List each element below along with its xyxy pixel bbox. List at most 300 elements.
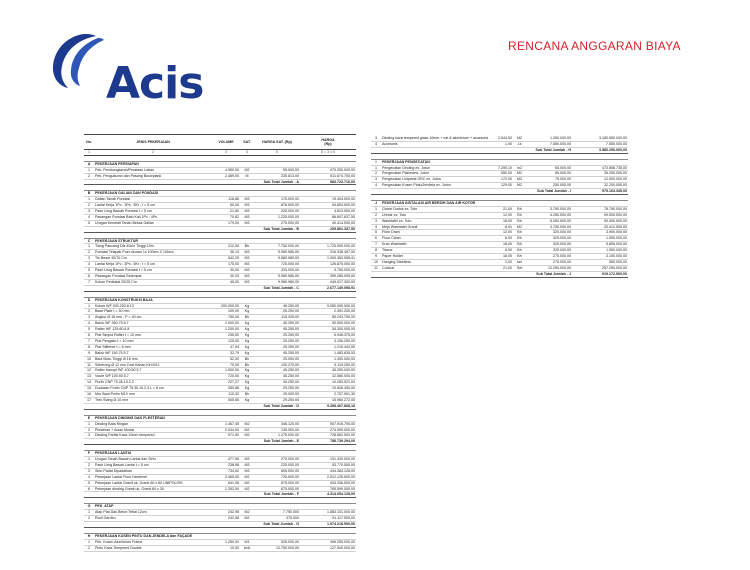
item-total: 3.156.250,00 [300, 338, 356, 344]
item-volume: 18,00 [491, 254, 513, 260]
item-total: 90.500.000,00 [300, 321, 356, 327]
item-volume: 18,00 [491, 218, 513, 224]
subtotal-amount: 788.739.294,00 [300, 439, 356, 445]
item-description: Pekerjaan dinding Granit uk. Granit 60 x 30 [94, 486, 212, 492]
budget-table-right [371, 136, 628, 278]
item-description: Atap Plat Dak Beton Tebal 12cm [94, 510, 212, 516]
item-volume: 7.290,10 [491, 165, 513, 171]
item-number: 8 [371, 248, 381, 254]
item-description: Tissue [381, 248, 491, 254]
item-description: Washtafel ex. Toto [381, 218, 491, 224]
item-volume: 212,00 [212, 244, 240, 250]
item-description: Pengecatan Dinding ex. Jotun [381, 165, 491, 171]
item-description: Kran Washtafel [381, 242, 491, 248]
item-total: 274.590.000,00 [300, 427, 356, 433]
document-title: RENCANA ANGGARAN BIAYA [508, 39, 681, 53]
item-description: Urugan Tanah Bawah Lantai dan Sirtu [94, 457, 212, 463]
item-volume: 45,00 [212, 279, 240, 285]
item-unit-price: 25.250,00 [254, 309, 300, 315]
item-total: 53.770.500,00 [300, 462, 356, 468]
item-unit: Bh [240, 244, 254, 250]
item-unit-price: 45.250,00 [254, 303, 300, 309]
item-description: Kolom Pedestal 25/25 Cm [94, 279, 212, 285]
item-volume: 1.000,00 [212, 368, 240, 374]
item-volume: 550,00 [491, 171, 513, 177]
item-total: 10.526.490,00 [300, 386, 356, 392]
item-number: 1 [84, 510, 94, 516]
item-unit-price: 115.325,00 [254, 315, 300, 321]
item-number: 16 [84, 392, 94, 398]
subtotal-label: Sub Total Jumlah - G [240, 521, 300, 527]
item-unit-price: 225.000,00 [254, 462, 300, 468]
subtotal-label: Sub Total Jumlah - H [513, 147, 572, 153]
item-number: 4 [84, 214, 94, 220]
item-description: Pengecatan Plafondns. Jotun [381, 171, 491, 177]
item-description: Plat Pengaku t = 10 mm [94, 338, 212, 344]
item-volume: 4.950,00 [212, 167, 240, 173]
item-number: 5 [84, 268, 94, 274]
empty-cell [491, 271, 513, 277]
item-volume: 21,80 [212, 209, 240, 215]
item-total: 12.900.000,00 [572, 177, 628, 183]
item-total: 728.662.500,00 [300, 433, 356, 439]
item-volume: 125,00 [212, 338, 240, 344]
item-total: 1.950.000,00 [572, 248, 628, 254]
item-volume: 359,88 [212, 386, 240, 392]
empty-cell [371, 271, 381, 277]
subtotal-amount: 9.398.467.808,18 [300, 403, 356, 409]
item-unit-price: 325.000,00 [526, 248, 572, 254]
section-letter: G [84, 504, 94, 510]
item-description: Floor Clean [381, 236, 491, 242]
item-unit: M3 [240, 462, 254, 468]
item-total: 15.960.272,00 [300, 398, 356, 404]
section-letter: D [84, 297, 94, 303]
item-total: 1.000.363.956,41 [300, 256, 356, 262]
item-unit-price: 45.250,00 [254, 380, 300, 386]
item-number: 3 [371, 136, 381, 141]
item-description: Angkur Ø 16 mm ; P = 40 cm [94, 315, 212, 321]
item-number: 4 [371, 224, 381, 230]
item-unit: M2 [513, 177, 526, 183]
item-unit-price: 675.000,00 [254, 486, 300, 492]
item-description: Meja Washtafel Granit [381, 224, 491, 230]
item-total: 3.180.650.000,00 [572, 136, 628, 141]
item-description: Lantai Kerja 1Pc : 3Ps : 5Kr ; t = 5 cm [94, 262, 212, 268]
section-title: PEKERJAAN PERSIAPAN [94, 161, 356, 167]
item-unit-price: 275.000,00 [254, 457, 300, 463]
item-description: Pek. Pengukuran dan Pasang Bouwplank [94, 173, 212, 179]
item-total: 399.285.099,00 [300, 273, 356, 279]
item-volume: 235,50 [212, 333, 240, 339]
item-unit: M2 [240, 167, 254, 173]
item-total: 1.300.000,00 [300, 356, 356, 362]
subtotal-amount: 983.723.716,00 [300, 179, 356, 185]
item-unit: M3 [240, 268, 254, 274]
item-unit: Bh [513, 236, 526, 242]
item-unit: M3 [240, 220, 254, 226]
item-unit: M3 [240, 209, 254, 215]
acis-logo [44, 28, 204, 109]
item-unit-price: 375.000 [254, 516, 300, 522]
item-volume: 18,00 [491, 242, 513, 248]
item-unit: Kg [240, 386, 254, 392]
item-description: Base Plate t = 30 mm [94, 309, 212, 315]
item-number: 1 [84, 167, 94, 173]
item-number: 6 [84, 333, 94, 339]
item-unit-price: 725.000,00 [254, 474, 300, 480]
item-volume: 734,52 [212, 468, 240, 474]
section-title: PEK. ATAP [94, 504, 356, 510]
item-volume: 172,00 [491, 177, 513, 183]
item-total: 9.050.000.000,00 [300, 303, 356, 309]
item-volume: 52,00 [212, 356, 240, 362]
item-number: 3 [371, 177, 381, 183]
item-unit: M3 [240, 273, 254, 279]
item-number: 5 [84, 220, 94, 226]
item-volume: 227,27 [212, 380, 240, 386]
item-volume: 109,00 [212, 309, 240, 315]
item-unit-price: 3.750.000,00 [526, 224, 572, 230]
item-number: 4 [84, 321, 94, 327]
item-unit: M3 [240, 256, 254, 262]
item-unit-price: 346.125,00 [254, 421, 300, 427]
item-volume: 571,50 [212, 433, 240, 439]
item-number: 11 [371, 265, 381, 271]
item-total: 1.950.000,00 [572, 236, 628, 242]
item-unit-price: 65.000,00 [526, 171, 572, 177]
item-number: 6 [371, 236, 381, 242]
item-number: 12 [84, 368, 94, 374]
item-description: Baut Mutu Tinggi Ø 16 mm [94, 356, 212, 362]
subtotal-label: Sub Total Jumlah - B [240, 226, 300, 232]
item-volume: 242,98 [212, 516, 240, 522]
item-unit: Bh [240, 315, 254, 321]
item-unit: M3 [240, 279, 254, 285]
item-unit: Kg [240, 398, 254, 404]
item-unit: Kg [240, 338, 254, 344]
col-no-header: No. [84, 135, 94, 150]
item-unit: Ls [513, 141, 526, 147]
item-total: 40.414.000,00 [300, 220, 356, 226]
item-total: 1.210.443,50 [300, 344, 356, 350]
col-volume-header: VOLUME [212, 135, 240, 150]
item-number: 2 [84, 203, 94, 209]
section-letter: A [84, 161, 94, 167]
item-description: Dudukan Purlin CNP 75.35.15.2,3 L = 8 cm [94, 386, 212, 392]
item-unit: M2 [240, 474, 254, 480]
item-unit-price: 175.000,00 [254, 197, 300, 203]
item-description: Pondasi Telapak Poer ukuran 1x 100cm X 100cm [94, 250, 212, 256]
item-total: 7.550.000,00 [572, 141, 628, 147]
item-description: Balok WF 350.75.5.7 [94, 321, 212, 327]
item-description: Pasir Urug Bawah Pondasi t = 5 cm [94, 268, 212, 274]
item-number: 1 [371, 165, 381, 171]
item-total: 433.336.500,00 [300, 480, 356, 486]
item-total: 32.250.000,00 [572, 183, 628, 189]
item-total: 10.283.921,04 [300, 380, 356, 386]
section-title: PEKERJAAN LANTAI [94, 451, 356, 457]
item-number: 5 [84, 327, 94, 333]
item-description: Rafter WF 125.60.6.8 [94, 327, 212, 333]
section-title: PEKERJAAN KUSEN PINTU DAN JENDELA dan FAÇADE [94, 533, 356, 539]
item-number: 2 [84, 250, 94, 256]
item-unit-price: 45.250,00 [254, 327, 300, 333]
item-number: 1 [371, 206, 381, 212]
item-total: 473.856.735,00 [572, 165, 628, 171]
item-total: 2.757.901,30 [300, 392, 356, 398]
item-description: Accesoris [381, 141, 491, 147]
item-number: 4 [371, 141, 381, 147]
item-volume: 10,00 [212, 545, 240, 551]
item-volume: 110,32 [212, 392, 240, 398]
item-number: 10 [84, 356, 94, 362]
subtotal-amount: 915.172.500,00 [572, 271, 628, 277]
item-volume: 47,94 [212, 344, 240, 350]
item-description: Tie Beam 40/70 Cm [94, 256, 212, 262]
item-unit: Kg [240, 333, 254, 339]
item-volume: 1,00 [491, 141, 513, 147]
item-unit-price: 225.000,00 [254, 209, 300, 215]
item-unit-price: 29.250,00 [254, 386, 300, 392]
item-unit: M3 [240, 214, 254, 220]
item-total: 611.674.700,00 [300, 173, 356, 179]
item-volume: 60,00 [212, 203, 240, 209]
item-description: Dinding kaca tempered glass 10mm + cat & aluminium + accesoris [381, 136, 491, 141]
item-unit: Bh [240, 362, 254, 368]
item-unit: Bh [513, 248, 526, 254]
item-unit-price: 75.000,00 [526, 177, 572, 183]
item-unit: M2 [513, 224, 526, 230]
item-unit: Kg [240, 321, 254, 327]
item-total: 9.119.250,00 [300, 362, 356, 368]
item-volume: 32,79 [212, 350, 240, 356]
item-unit: Kg [240, 303, 254, 309]
item-number: 1 [84, 303, 94, 309]
item-unit-price: 9.980.980,00 [254, 279, 300, 285]
section-letter: E [84, 415, 94, 421]
item-description: Pasir Urug Bawah Lantai t = 5 cm [94, 462, 212, 468]
item-number: 13 [84, 374, 94, 380]
item-unit-price: 325.000,00 [526, 236, 572, 242]
item-description: Closet Duduk ex. Toto [381, 206, 491, 212]
item-number: 1 [84, 421, 94, 427]
item-unit: M2 [240, 433, 254, 439]
item-unit-price: 325.000,00 [254, 539, 300, 545]
item-total: 127.500.000,00 [300, 545, 356, 551]
item-description: Pasir Urug Bawah Pondasi t = 5 cm [94, 209, 212, 215]
right-table-body [371, 136, 628, 277]
item-total: 3.150.000,00 [572, 254, 628, 260]
item-unit: M3 [240, 457, 254, 463]
col-item-header: JENIS PEKERJAAN [94, 135, 212, 150]
item-unit: M3 [240, 203, 254, 209]
item-unit-price: 135.000,00 [254, 427, 300, 433]
item-description: Dinding Bata Ringan [94, 421, 212, 427]
item-description: Voute WF 100.50.5.7 [94, 374, 212, 380]
item-unit-price: 7.550.000,00 [526, 141, 572, 147]
item-total: 86.607.637,50 [300, 214, 356, 220]
item-number: 7 [371, 242, 381, 248]
item-total: 765.599.000,00 [300, 486, 356, 492]
item-number: 4 [84, 474, 94, 480]
col-index: 3 [212, 150, 240, 156]
item-description: Sirtu Padat Dipadatkan [94, 468, 212, 474]
section-letter: H [84, 533, 94, 539]
item-unit: Kg [240, 309, 254, 315]
item-unit: Kg [240, 374, 254, 380]
item-total: 507.916.795,00 [300, 421, 356, 427]
item-unit-price: 9.980.980,00 [254, 250, 300, 256]
item-volume: 2,00 [491, 260, 513, 266]
item-unit: Kg [240, 327, 254, 333]
item-total: 2.512.125.000,00 [300, 474, 356, 480]
item-total: 33.412.500,00 [572, 224, 628, 230]
item-total: 54.300.000,00 [300, 327, 356, 333]
item-description: Pek. Kusen Aluminium Frame [94, 539, 212, 545]
col-unit-header: SAT. [240, 135, 254, 150]
item-total: 550.000,00 [572, 260, 628, 266]
item-description: Pek. Pembongkaran/Perataan Lahan [94, 167, 212, 173]
item-unit: Bh [513, 206, 526, 212]
item-unit-price: 275.000,00 [526, 260, 572, 266]
item-unit-price: 1.250.000,00 [526, 136, 572, 141]
item-unit: M2 [240, 480, 254, 486]
item-unit-price: 25.250,00 [254, 338, 300, 344]
item-description: Kolom WF 400.200.8.13 [94, 303, 212, 309]
item-unit-price: 7.750.000 [254, 510, 300, 516]
item-unit-price: 325.000,00 [254, 268, 300, 274]
item-number: 5 [84, 480, 94, 486]
item-number: 4 [84, 262, 94, 268]
item-description: Urinoir ex. Toto [381, 212, 491, 218]
section-letter: B [84, 191, 94, 197]
item-volume: 6,00 [491, 248, 513, 254]
item-volume: 3.465,00 [212, 474, 240, 480]
item-unit-price: 65.000,00 [526, 165, 572, 171]
item-description: Pasangan Pondasi Batu Kali 1Pc : 4Ps [94, 214, 212, 220]
section-letter: C [84, 238, 94, 244]
item-volume: 179,00 [212, 220, 240, 226]
budget-table-left [84, 134, 356, 552]
item-volume: 1.467,45 [212, 421, 240, 427]
item-number: 2 [371, 212, 381, 218]
item-total: 4.813.000,00 [300, 209, 356, 215]
item-description: Pekerjaan Lantai Granit uk. Granit 60 x 60 UNIPOLISH [94, 480, 212, 486]
item-volume: 129,00 [491, 183, 513, 189]
item-total: 5.946.375,00 [300, 333, 356, 339]
item-description: Pekerjaan Lantai Floor Hardener [94, 474, 212, 480]
item-number: 2 [84, 309, 94, 315]
item-description: Plesteran + Acian Mortal [94, 427, 212, 433]
item-volume: 30,00 [212, 268, 240, 274]
item-number: 9 [371, 254, 381, 260]
item-number: 11 [84, 362, 94, 368]
subtotal-amount: 575.163.335,00 [572, 189, 628, 195]
item-unit: M2 [240, 421, 254, 427]
item-unit: Bh [513, 242, 526, 248]
item-description: Rafter Kanopi WF 100.50.5.7 [94, 368, 212, 374]
item-unit: M2 [513, 183, 526, 189]
item-unit: Set [513, 265, 526, 271]
item-number: 3 [84, 256, 94, 262]
item-unit: M2 [513, 171, 526, 177]
item-description: Hanging Stainless [381, 260, 491, 266]
item-unit: Bh [240, 356, 254, 362]
item-unit: M3 [240, 250, 254, 256]
item-description: Mur Baut Purlin M10 mm [94, 392, 212, 398]
swoosh-icon [44, 28, 114, 92]
section-letter: I [371, 159, 381, 165]
item-unit: Unit [240, 545, 254, 551]
item-volume: 175,00 [212, 262, 240, 268]
item-volume: 36,13 [212, 250, 240, 256]
item-description: Dinding Partisi Kaca 10mm tempered [94, 433, 212, 439]
item-unit-price: 25.000,00 [254, 356, 300, 362]
subtotal-amount: 4.314.654.128,00 [300, 492, 356, 498]
item-description: Purlin CNP 75.35.15.2,3 [94, 380, 212, 386]
item-description: Pintu Kaca Tempered Double [94, 545, 212, 551]
item-volume: 238,98 [212, 462, 240, 468]
item-description: Plat Stiffener t = 6 mm [94, 344, 212, 350]
item-description: Urugan Kembali Tanah Bekas Galian [94, 220, 212, 226]
item-unit-price: 1.225.000,00 [254, 214, 300, 220]
item-number: 7 [84, 338, 94, 344]
item-unit-price: 275.000,00 [254, 220, 300, 226]
item-total: 54.653.000,00 [300, 203, 356, 209]
item-unit: Bh [513, 218, 526, 224]
subtotal-label: Sub Total Jumlah - J [513, 271, 572, 277]
item-unit: M2 [240, 510, 254, 516]
item-description: Tiang Pancang Dia 40cm Tinggi 10m [94, 244, 212, 250]
item-unit: M2 [513, 136, 526, 141]
item-unit-price: 4.250.000,00 [526, 212, 572, 218]
item-unit-price: 9.980.980,00 [254, 273, 300, 279]
item-unit-price: 275.000,00 [526, 254, 572, 260]
item-total: 91.117.500,00 [300, 516, 356, 522]
item-total: 19.404.000,00 [300, 197, 356, 203]
item-volume: 2.034,00 [212, 427, 240, 433]
item-total: 449.917.300,00 [300, 279, 356, 285]
section-letter: F [84, 451, 94, 457]
item-unit-price: 29.250,00 [254, 398, 300, 404]
item-number: 2 [84, 462, 94, 468]
subtotal-amount: 205.891.337,50 [300, 226, 356, 232]
item-unit-price: 325.000,00 [526, 242, 572, 248]
item-unit-price: 725.000,00 [254, 262, 300, 268]
item-volume: 2.544,52 [491, 136, 513, 141]
item-volume: 1.353,50 [212, 486, 240, 492]
item-total: 3.900.000,00 [572, 230, 628, 236]
item-unit: Kg [240, 344, 254, 350]
item-number: 2 [371, 171, 381, 177]
item-description: Floor Drain [381, 230, 491, 236]
col-index: 1 [84, 150, 94, 156]
subtotal-amount: 1.974.218.500,00 [300, 521, 356, 527]
item-unit: M [240, 173, 254, 179]
item-description: Sekerong Ø 12 mm Drat Kanan Kiri M12 [94, 362, 212, 368]
subtotal-row [371, 271, 628, 277]
item-unit-price: 876.000,00 [254, 203, 300, 209]
item-unit-price: 95.000,00 [254, 167, 300, 173]
section-letter: J [371, 200, 381, 206]
item-number: 7 [84, 279, 94, 285]
item-total: 1.483.835,53 [300, 350, 356, 356]
item-volume: 70,82 [212, 214, 240, 220]
item-total: 1.883.101.000,00 [300, 510, 356, 516]
item-number: 6 [84, 273, 94, 279]
item-unit-price: 12.250.000,00 [526, 265, 572, 271]
